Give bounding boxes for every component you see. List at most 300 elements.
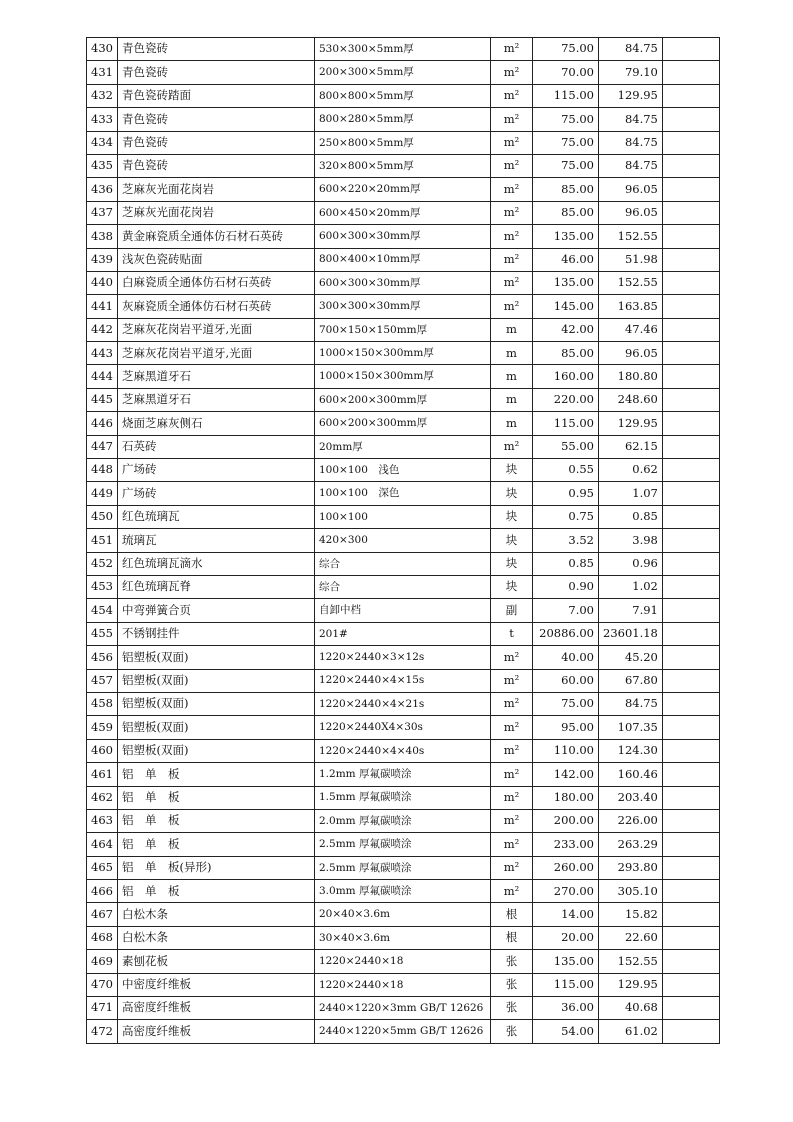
note-cell [662,295,719,318]
price-excl-tax-cell: 145.00 [533,295,599,318]
material-name-cell: 铝 单 板(异形) [118,856,315,879]
note-cell [662,997,719,1020]
specification-cell: 600×300×30mm厚 [315,225,491,248]
price-incl-tax-cell: 163.85 [599,295,663,318]
price-incl-tax-cell: 15.82 [599,903,663,926]
table-row [87,225,720,248]
price-incl-tax-cell: 107.35 [599,716,663,739]
unit-cell: m² [491,856,533,879]
unit-cell: m² [491,880,533,903]
row-number-cell: 461 [87,763,118,786]
material-name-cell: 广场砖 [118,459,315,482]
unit-cell: m² [491,225,533,248]
row-number-cell: 457 [87,669,118,692]
price-excl-tax-cell: 75.00 [533,692,599,715]
material-name-cell: 白麻瓷质全通体仿石材石英砖 [118,271,315,294]
note-cell [662,903,719,926]
material-name-cell: 铝塑板(双面) [118,716,315,739]
table-row [87,880,720,903]
row-number-cell: 440 [87,271,118,294]
row-number-cell: 469 [87,950,118,973]
row-number-cell: 472 [87,1020,118,1043]
table-row [87,154,720,177]
unit-cell: 块 [491,575,533,598]
note-cell [662,786,719,809]
material-name-cell: 黄金麻瓷质全通体仿石材石英砖 [118,225,315,248]
row-number-cell: 470 [87,973,118,996]
material-name-cell: 青色瓷砖 [118,154,315,177]
table-row [87,646,720,669]
specification-cell: 600×220×20mm厚 [315,178,491,201]
table-row [87,950,720,973]
price-excl-tax-cell: 115.00 [533,973,599,996]
material-name-cell: 芝麻灰花岗岩平道牙,光面 [118,318,315,341]
unit-cell: m² [491,61,533,84]
price-incl-tax-cell: 23601.18 [599,622,663,645]
note-cell [662,225,719,248]
price-excl-tax-cell: 14.00 [533,903,599,926]
specification-cell: 1220×2440×18 [315,973,491,996]
unit-cell: m² [491,786,533,809]
unit-cell: 块 [491,505,533,528]
unit-cell: m² [491,646,533,669]
price-excl-tax-cell: 115.00 [533,84,599,107]
specification-cell: 20×40×3.6m [315,903,491,926]
unit-cell: m² [491,178,533,201]
price-incl-tax-cell: 96.05 [599,178,663,201]
unit-cell: 张 [491,997,533,1020]
row-number-cell: 437 [87,201,118,224]
price-excl-tax-cell: 160.00 [533,365,599,388]
specification-cell: 1220×2440×18 [315,950,491,973]
material-name-cell: 铝塑板(双面) [118,692,315,715]
row-number-cell: 432 [87,84,118,107]
specification-cell: 700×150×150mm厚 [315,318,491,341]
price-incl-tax-cell: 152.55 [599,950,663,973]
unit-cell: m² [491,692,533,715]
material-name-cell: 红色琉璃瓦滴水 [118,552,315,575]
specification-cell: 250×800×5mm厚 [315,131,491,154]
unit-cell: m² [491,763,533,786]
specification-cell: 100×100 [315,505,491,528]
material-name-cell: 铝 单 板 [118,809,315,832]
note-cell [662,669,719,692]
table-row [87,973,720,996]
price-incl-tax-cell: 129.95 [599,412,663,435]
price-excl-tax-cell: 0.85 [533,552,599,575]
note-cell [662,739,719,762]
price-incl-tax-cell: 67.80 [599,669,663,692]
table-row [87,575,720,598]
note-cell [662,529,719,552]
price-excl-tax-cell: 233.00 [533,833,599,856]
specification-cell: 100×100 深色 [315,482,491,505]
material-name-cell: 铝 单 板 [118,786,315,809]
note-cell [662,1020,719,1043]
table-row [87,365,720,388]
price-excl-tax-cell: 55.00 [533,435,599,458]
specification-cell: 200×300×5mm厚 [315,61,491,84]
price-table [86,37,720,1044]
material-name-cell: 铝塑板(双面) [118,669,315,692]
note-cell [662,833,719,856]
material-name-cell: 青色瓷砖 [118,61,315,84]
price-excl-tax-cell: 110.00 [533,739,599,762]
table-row [87,178,720,201]
row-number-cell: 460 [87,739,118,762]
specification-cell: 2.5mm 厚氟碳喷涂 [315,856,491,879]
specification-cell: 600×300×30mm厚 [315,271,491,294]
material-name-cell: 芝麻黑道牙石 [118,365,315,388]
price-incl-tax-cell: 84.75 [599,131,663,154]
note-cell [662,412,719,435]
price-incl-tax-cell: 293.80 [599,856,663,879]
table-row [87,38,720,61]
material-name-cell: 青色瓷砖 [118,108,315,131]
table-row [87,809,720,832]
note-cell [662,61,719,84]
price-incl-tax-cell: 0.62 [599,459,663,482]
row-number-cell: 464 [87,833,118,856]
specification-cell: 800×800×5mm厚 [315,84,491,107]
table-row [87,692,720,715]
unit-cell: 张 [491,973,533,996]
price-excl-tax-cell: 135.00 [533,950,599,973]
table-row [87,716,720,739]
price-incl-tax-cell: 248.60 [599,388,663,411]
note-cell [662,716,719,739]
price-incl-tax-cell: 47.46 [599,318,663,341]
row-number-cell: 468 [87,926,118,949]
table-row [87,739,720,762]
price-incl-tax-cell: 152.55 [599,271,663,294]
unit-cell: 根 [491,926,533,949]
specification-cell: 800×280×5mm厚 [315,108,491,131]
material-name-cell: 中密度纤维板 [118,973,315,996]
row-number-cell: 450 [87,505,118,528]
specification-cell: 30×40×3.6m [315,926,491,949]
unit-cell: m² [491,295,533,318]
row-number-cell: 454 [87,599,118,622]
material-name-cell: 高密度纤维板 [118,1020,315,1043]
unit-cell: m² [491,669,533,692]
material-name-cell: 素刨花板 [118,950,315,973]
specification-cell: 1220×2440×4×40s [315,739,491,762]
specification-cell: 3.0mm 厚氟碳喷涂 [315,880,491,903]
table-row [87,435,720,458]
row-number-cell: 471 [87,997,118,1020]
unit-cell: m² [491,716,533,739]
unit-cell: m² [491,271,533,294]
row-number-cell: 442 [87,318,118,341]
specification-cell: 20mm厚 [315,435,491,458]
price-incl-tax-cell: 1.07 [599,482,663,505]
material-name-cell: 青色瓷砖 [118,131,315,154]
material-name-cell: 红色琉璃瓦 [118,505,315,528]
table-row [87,318,720,341]
material-name-cell: 白松木条 [118,926,315,949]
price-incl-tax-cell: 45.20 [599,646,663,669]
price-excl-tax-cell: 40.00 [533,646,599,669]
price-incl-tax-cell: 305.10 [599,880,663,903]
price-excl-tax-cell: 135.00 [533,271,599,294]
table-row [87,388,720,411]
table-row [87,997,720,1020]
unit-cell: m² [491,131,533,154]
row-number-cell: 446 [87,412,118,435]
material-name-cell: 白松木条 [118,903,315,926]
price-excl-tax-cell: 0.95 [533,482,599,505]
specification-cell: 2.0mm 厚氟碳喷涂 [315,809,491,832]
price-excl-tax-cell: 270.00 [533,880,599,903]
note-cell [662,763,719,786]
price-incl-tax-cell: 96.05 [599,342,663,365]
row-number-cell: 448 [87,459,118,482]
table-row [87,201,720,224]
row-number-cell: 466 [87,880,118,903]
material-name-cell: 铝塑板(双面) [118,739,315,762]
material-name-cell: 石英砖 [118,435,315,458]
price-table-body [87,38,720,1044]
row-number-cell: 458 [87,692,118,715]
specification-cell: 综合 [315,575,491,598]
specification-cell: 100×100 浅色 [315,459,491,482]
table-row [87,622,720,645]
price-incl-tax-cell: 62.15 [599,435,663,458]
unit-cell: 块 [491,552,533,575]
note-cell [662,201,719,224]
note-cell [662,950,719,973]
specification-cell: 600×200×300mm厚 [315,412,491,435]
note-cell [662,178,719,201]
unit-cell: m² [491,809,533,832]
note-cell [662,154,719,177]
material-name-cell: 芝麻灰花岗岩平道牙,光面 [118,342,315,365]
unit-cell: m [491,365,533,388]
unit-cell: 块 [491,482,533,505]
specification-cell: 2440×1220×3mm GB/T 12626 [315,997,491,1020]
price-incl-tax-cell: 96.05 [599,201,663,224]
specification-cell: 1.5mm 厚氟碳喷涂 [315,786,491,809]
table-row [87,248,720,271]
row-number-cell: 462 [87,786,118,809]
note-cell [662,973,719,996]
note-cell [662,459,719,482]
unit-cell: t [491,622,533,645]
row-number-cell: 430 [87,38,118,61]
price-excl-tax-cell: 0.90 [533,575,599,598]
table-row [87,599,720,622]
table-row [87,342,720,365]
price-incl-tax-cell: 61.02 [599,1020,663,1043]
price-excl-tax-cell: 85.00 [533,178,599,201]
specification-cell: 420×300 [315,529,491,552]
row-number-cell: 467 [87,903,118,926]
price-incl-tax-cell: 226.00 [599,809,663,832]
note-cell [662,108,719,131]
note-cell [662,692,719,715]
unit-cell: 张 [491,1020,533,1043]
row-number-cell: 455 [87,622,118,645]
price-incl-tax-cell: 180.80 [599,365,663,388]
price-incl-tax-cell: 0.96 [599,552,663,575]
row-number-cell: 452 [87,552,118,575]
price-incl-tax-cell: 129.95 [599,973,663,996]
price-excl-tax-cell: 36.00 [533,997,599,1020]
price-incl-tax-cell: 40.68 [599,997,663,1020]
price-incl-tax-cell: 203.40 [599,786,663,809]
note-cell [662,342,719,365]
table-row [87,84,720,107]
price-excl-tax-cell: 54.00 [533,1020,599,1043]
price-incl-tax-cell: 3.98 [599,529,663,552]
price-excl-tax-cell: 20.00 [533,926,599,949]
note-cell [662,599,719,622]
specification-cell: 201# [315,622,491,645]
table-row [87,412,720,435]
note-cell [662,856,719,879]
note-cell [662,318,719,341]
unit-cell: 根 [491,903,533,926]
price-excl-tax-cell: 60.00 [533,669,599,692]
unit-cell: 块 [491,529,533,552]
row-number-cell: 445 [87,388,118,411]
price-incl-tax-cell: 263.29 [599,833,663,856]
table-row [87,1020,720,1043]
unit-cell: m² [491,84,533,107]
material-name-cell: 青色瓷砖 [118,38,315,61]
unit-cell: 块 [491,459,533,482]
specification-cell: 1000×150×300mm厚 [315,365,491,388]
row-number-cell: 441 [87,295,118,318]
table-row [87,856,720,879]
table-row [87,529,720,552]
price-excl-tax-cell: 0.75 [533,505,599,528]
unit-cell: m² [491,739,533,762]
row-number-cell: 463 [87,809,118,832]
table-row [87,833,720,856]
unit-cell: m² [491,38,533,61]
note-cell [662,248,719,271]
row-number-cell: 436 [87,178,118,201]
table-row [87,903,720,926]
table-row [87,108,720,131]
specification-cell: 1220×2440X4×30s [315,716,491,739]
material-name-cell: 中弯弹簧合页 [118,599,315,622]
price-excl-tax-cell: 115.00 [533,412,599,435]
material-name-cell: 铝塑板(双面) [118,646,315,669]
note-cell [662,435,719,458]
material-name-cell: 芝麻灰光面花岗岩 [118,201,315,224]
table-row [87,786,720,809]
note-cell [662,926,719,949]
price-incl-tax-cell: 79.10 [599,61,663,84]
table-row [87,459,720,482]
table-row [87,669,720,692]
row-number-cell: 453 [87,575,118,598]
price-excl-tax-cell: 75.00 [533,38,599,61]
row-number-cell: 456 [87,646,118,669]
note-cell [662,84,719,107]
price-excl-tax-cell: 260.00 [533,856,599,879]
price-incl-tax-cell: 0.85 [599,505,663,528]
price-excl-tax-cell: 85.00 [533,342,599,365]
price-incl-tax-cell: 22.60 [599,926,663,949]
price-excl-tax-cell: 75.00 [533,131,599,154]
price-incl-tax-cell: 84.75 [599,692,663,715]
specification-cell: 1.2mm 厚氟碳喷涂 [315,763,491,786]
specification-cell: 综合 [315,552,491,575]
price-excl-tax-cell: 20886.00 [533,622,599,645]
price-excl-tax-cell: 85.00 [533,201,599,224]
table-row [87,131,720,154]
specification-cell: 1000×150×300mm厚 [315,342,491,365]
price-excl-tax-cell: 7.00 [533,599,599,622]
material-name-cell: 芝麻灰光面花岗岩 [118,178,315,201]
row-number-cell: 443 [87,342,118,365]
table-row [87,763,720,786]
specification-cell: 600×200×300mm厚 [315,388,491,411]
price-incl-tax-cell: 84.75 [599,38,663,61]
price-excl-tax-cell: 3.52 [533,529,599,552]
material-name-cell: 浅灰色瓷砖贴面 [118,248,315,271]
note-cell [662,388,719,411]
specification-cell: 1220×2440×4×15s [315,669,491,692]
note-cell [662,552,719,575]
row-number-cell: 431 [87,61,118,84]
material-name-cell: 青色瓷砖踏面 [118,84,315,107]
price-excl-tax-cell: 75.00 [533,108,599,131]
note-cell [662,622,719,645]
note-cell [662,365,719,388]
price-incl-tax-cell: 129.95 [599,84,663,107]
material-name-cell: 广场砖 [118,482,315,505]
price-incl-tax-cell: 152.55 [599,225,663,248]
specification-cell: 320×800×5mm厚 [315,154,491,177]
specification-cell: 300×300×30mm厚 [315,295,491,318]
row-number-cell: 433 [87,108,118,131]
specification-cell: 530×300×5mm厚 [315,38,491,61]
unit-cell: m² [491,108,533,131]
price-incl-tax-cell: 160.46 [599,763,663,786]
material-name-cell: 红色琉璃瓦脊 [118,575,315,598]
material-name-cell: 铝 单 板 [118,763,315,786]
specification-cell: 600×450×20mm厚 [315,201,491,224]
note-cell [662,575,719,598]
material-name-cell: 烧面芝麻灰侧石 [118,412,315,435]
unit-cell: m [491,388,533,411]
table-row [87,482,720,505]
unit-cell: 副 [491,599,533,622]
specification-cell: 2.5mm 厚氟碳喷涂 [315,833,491,856]
specification-cell: 1220×2440×3×12s [315,646,491,669]
specification-cell: 2440×1220×5mm GB/T 12626 [315,1020,491,1043]
price-excl-tax-cell: 46.00 [533,248,599,271]
material-name-cell: 芝麻黑道牙石 [118,388,315,411]
price-incl-tax-cell: 1.02 [599,575,663,598]
price-excl-tax-cell: 135.00 [533,225,599,248]
material-name-cell: 铝 单 板 [118,880,315,903]
unit-cell: 张 [491,950,533,973]
unit-cell: m [491,412,533,435]
specification-cell: 自卸中档 [315,599,491,622]
unit-cell: m² [491,833,533,856]
table-row [87,61,720,84]
table-row [87,271,720,294]
unit-cell: m [491,318,533,341]
material-name-cell: 铝 单 板 [118,833,315,856]
price-excl-tax-cell: 200.00 [533,809,599,832]
